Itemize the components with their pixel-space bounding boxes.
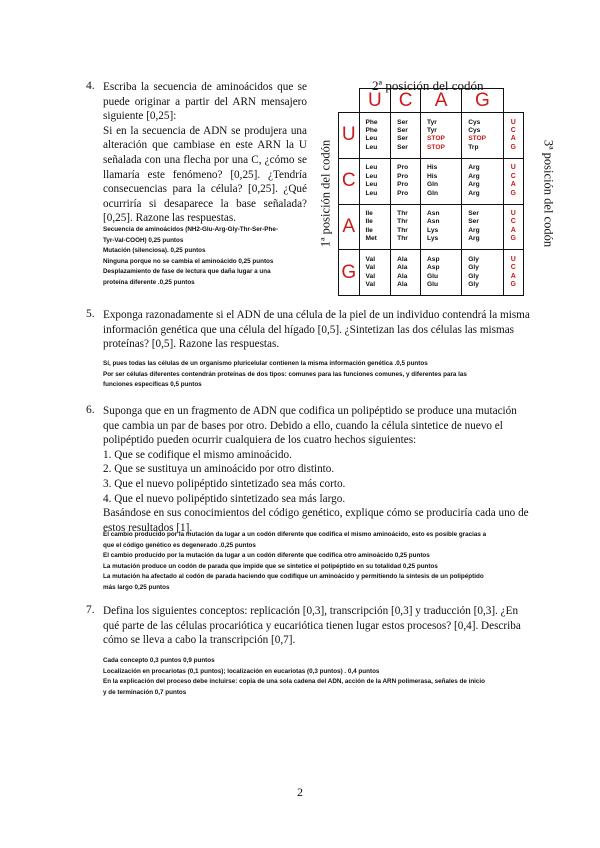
codon-cell: Asp Asp Glu Glu: [421, 250, 462, 296]
first-base-g: G: [339, 250, 360, 296]
stop-codon: STOP: [468, 135, 487, 143]
q6-text: [103, 404, 533, 535]
answer-line: Cada concepto 0,3 puntos 0,9 puntos: [103, 657, 215, 664]
q7-text: [103, 604, 533, 648]
q4-line: Escriba la secuencia de aminoácidos que se: [103, 81, 307, 93]
q4-answers: [103, 225, 308, 288]
q6-line: 4. Que el nuevo polipéptido sintetizado sea más largo.: [103, 492, 346, 505]
q4-line: ocurriría si desaparece la base señalada?: [103, 197, 307, 210]
codon-cell: Tyr Tyr STOP STOP: [421, 113, 462, 159]
answer-line: Sí, pues todas las células de un organismo pluricelular contienen la misma información genética .0,5 puntos: [103, 360, 428, 367]
answer-line: El cambio producido por la mutación da lugar a un codón diferente que codifica el mismo aminoácido, esto es posible gracias a: [103, 531, 487, 538]
q4-line: Si en la secuencia de ADN se produjera una: [103, 124, 307, 137]
answer-line: Ninguna porque no se cambia el aminoácido 0,25 puntos: [103, 257, 274, 265]
q7-number: 7.: [86, 604, 95, 616]
q5-line: Exponga razonadamente si el ADN de una célula de la piel de un individuo contendrá la misma: [103, 309, 530, 321]
second-base-g: G: [462, 89, 503, 113]
codon-table: [338, 88, 524, 296]
answer-line: La mutación ha afectado al codón de parada haciendo que codifique un aminoácido y permitiendo la síntesis de un polipéptido: [103, 573, 484, 580]
q6-line: estos resultados [1].: [103, 521, 193, 534]
codon-cell: Val Val Val Val: [359, 250, 391, 296]
q6-answers: [103, 530, 533, 593]
second-base-c: C: [391, 89, 421, 113]
q6-line: 2. Que se sustituya un aminoácido por otro distinto.: [103, 463, 335, 476]
q5-text: [103, 308, 533, 352]
codon-cell: Thr Thr Thr Thr: [391, 204, 421, 250]
answer-line: más largo 0,25 puntos: [103, 583, 170, 591]
codon-cell: Ala Ala Ala Ala: [391, 250, 421, 296]
third-bases: U C A G: [503, 113, 524, 159]
codon-cell: Gly Gly Gly Gly: [462, 250, 503, 296]
first-base-u: U: [339, 113, 360, 159]
q4-line: señalada con una flecha por una C, ¿cómo se: [103, 153, 307, 166]
q6-line: 3. Que el nuevo polipéptido sintetizado sea más corto.: [103, 477, 346, 490]
answer-line: proteína diferente .0,25 puntos: [103, 278, 195, 286]
codon-first-position-label: 1ª posición del codón: [318, 139, 333, 248]
codon-cell: His His Gln Gln: [421, 158, 462, 204]
q5-line: proteínas? [0,5]. Razone las respuestas.: [103, 338, 280, 351]
stop-codon: STOP: [427, 143, 445, 151]
q4-line: consecuencias para la célula? [0,25]. ¿Qué: [103, 183, 307, 196]
answer-line: Secuencia de aminoácidos (NH2-Glu-Arg-Gly-Thr-Ser-Phe-: [103, 226, 278, 233]
q4-line: [0,25]. Razone las respuestas.: [103, 212, 236, 225]
answer-line: Tyr-Val-COOH) 0,25 puntos: [103, 236, 184, 244]
answer-line: y de terminación 0,7 puntos: [103, 688, 187, 696]
q6-line: que cambia un par de bases por otro. Debido a ello, cuando la célula sintetice de nuevo el: [103, 419, 503, 432]
answer-line: Desplazamiento de fase de lectura que daña lugar a una: [103, 268, 271, 275]
q6-line: Suponga que en un fragmento de ADN que codifica un polipéptido se produce una mutación: [103, 405, 517, 417]
q4-line: llamaría este fenómeno? [0,25]. ¿Tendría: [103, 168, 307, 181]
q7-line: Defina los siguientes conceptos: replicación [0,3], transcripción [0,3] y traducción [0,3]. ¿En: [103, 605, 519, 617]
q6-number: 6.: [86, 404, 95, 416]
answer-line: Por ser células diferentes contendrán proteínas de dos tipos: comunes para las funciones comunes, y diferentes para las: [103, 370, 467, 378]
codon-cell: Asn Asn Lys Lys: [421, 204, 462, 250]
answer-line: Mutación (silenciosa). 0,25 puntos: [103, 247, 206, 254]
codon-third-position-label: 3ª posición del codón: [541, 139, 556, 248]
third-bases: U C A G: [503, 204, 524, 250]
codon-cell: Leu Leu Leu Leu: [359, 158, 391, 204]
q4-line: siguiente [0,25]:: [103, 110, 177, 123]
q4-text: [103, 80, 307, 226]
codon-cell: Phe Phe Leu Leu: [359, 113, 391, 159]
first-base-a: A: [339, 204, 360, 250]
q4-line: puede originar a partir del ARN mensajero: [103, 95, 307, 108]
codon-cell: Cys Cys STOP Trp: [462, 113, 503, 159]
q6-line: polipéptido pueden ocurrir cualquiera de los cuatro hechos siguientes:: [103, 434, 417, 447]
codon-cell: Ser Ser Ser Ser: [391, 113, 421, 159]
q6-line: 1. Que se codifique el mismo aminoácido.: [103, 448, 292, 461]
q5-answers: [103, 359, 533, 391]
answer-line: La mutación produce un codón de parada que impide que se sintetice el polipéptido en su totalidad 0,25 puntos: [103, 562, 438, 570]
answer-line: Localización en procariotas (0,1 puntos); localización en eucariotas (0,3 puntos) . 0,4 puntos: [103, 667, 380, 675]
stop-codon: STOP: [427, 135, 445, 143]
third-bases: U C A G: [503, 158, 524, 204]
answer-line: El cambio producido por la mutación da lugar a un codón diferente que codifica otro aminoácido 0,25 puntos: [103, 552, 430, 559]
q6-line: Basándose en sus conocimientos del código genético, explique cómo se produciría cada uno de: [103, 507, 529, 520]
codon-cell: Ile Ile Ile Met: [359, 204, 391, 250]
q4-line: alteración que cambiase en este ARN la U: [103, 139, 307, 152]
answer-line: funciones específicas 0,5 puntos: [103, 381, 202, 388]
codon-cell: Arg Arg Arg Arg: [462, 158, 503, 204]
answer-line: que el código genético es degenerado .0,25 puntos: [103, 541, 256, 549]
second-base-a: A: [421, 89, 462, 113]
q4-number: 4.: [86, 80, 95, 92]
codon-table-title: 2ª posición del codón: [372, 78, 484, 93]
q7-line: cómo se lleva a cabo la transcripción [0,7].: [103, 634, 296, 647]
q7-answers: [103, 656, 533, 698]
codon-cell: Ser Ser Arg Arg: [462, 204, 503, 250]
answer-line: En la explicación del proceso debe incluirse: copia de una sola cadena del ADN, acción de la ARN polimerasa, señales de inicio: [103, 678, 486, 685]
page-number: 2: [297, 785, 303, 799]
q7-line: qué parte de las células procariótica y eucariótica tienen lugar estos procesos? [0,4]. Describa: [103, 619, 521, 632]
q5-number: 5.: [86, 308, 95, 320]
codon-cell: Pro Pro Pro Pro: [391, 158, 421, 204]
third-bases: U C A G: [503, 250, 524, 296]
second-base-u: U: [359, 89, 391, 113]
q5-line: información genética que una célula del hígado [0,5]. ¿Sintetizan las dos células las mismas: [103, 323, 515, 336]
first-base-c: C: [339, 158, 360, 204]
